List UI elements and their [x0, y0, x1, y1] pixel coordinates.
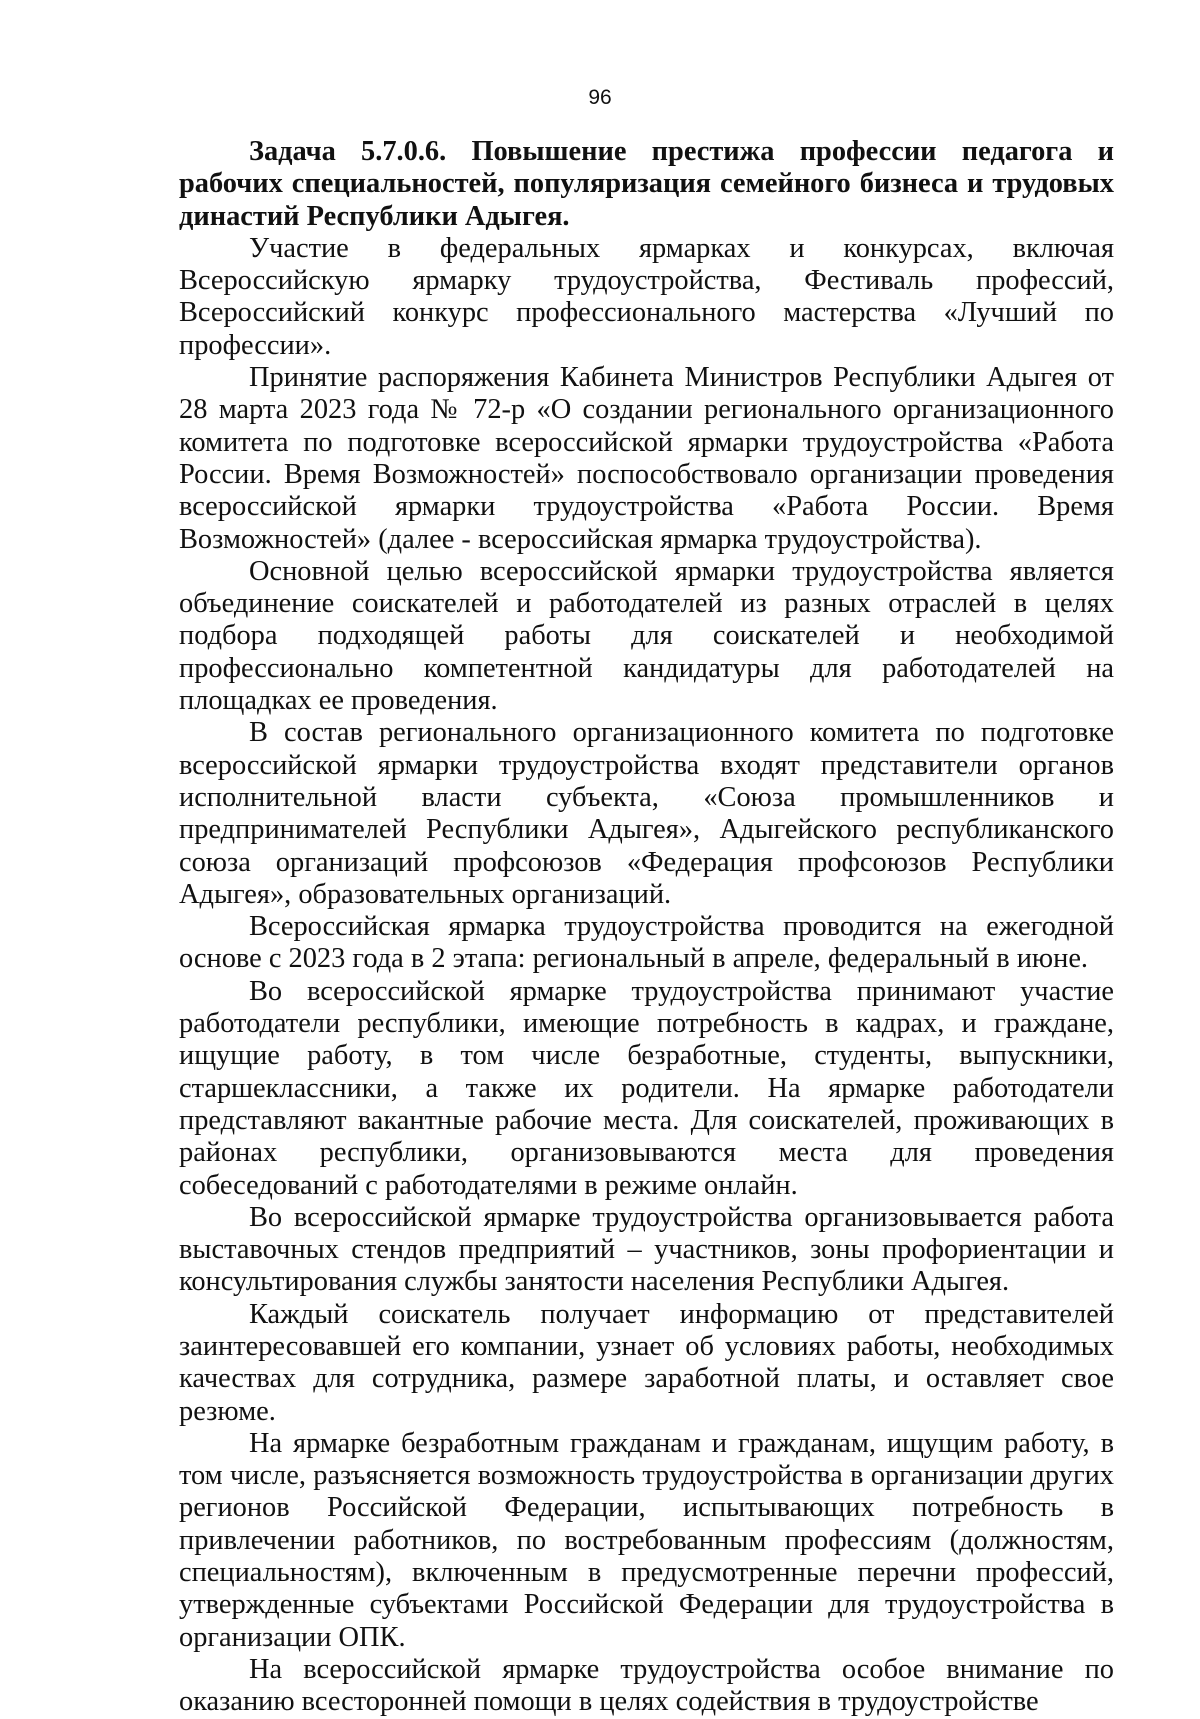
paragraph-participants: Во всероссийской ярмарке трудоустройства принимают участие работодатели республики, имеющие потребность в кадрах, и граждане, ищущие работу, в том числе безработные, студенты, выпускники, старшеклассники, а также их родители. На ярмарке работодатели представляют вакантные рабочие места. Для соискателей, проживающих в районах республики, организовываются места для проведения собеседований с работодателями в режиме онлайн. — [179, 975, 1114, 1201]
paragraph-other-regions: На ярмарке безработным гражданам и гражданам, ищущим работу, в том числе, разъясняется возможность трудоустройства в организации других регионов Российской Федерации, испытывающих потребность в привлечении работников, по востребованным профессиям (должностям, специальностям), включенным в предусмотренные перечни профессий, утвержденные субъектами Российской Федерации для трудоустройства в организации ОПК. — [179, 1427, 1114, 1653]
paragraph-special-attention: На всероссийской ярмарке трудоустройства особое внимание по оказанию всесторонней помощи в целях содействия в трудоустройстве — [179, 1653, 1114, 1718]
paragraph-committee-members: В состав регионального организационного комитета по подготовке всероссийской ярмарки трудоустройства входят представители органов исполнительной власти субъекта, «Союза промышленников и предпринимателей Республики Адыгея», Адыгейского республиканского союза организаций профсоюзов «Федерация профсоюзов Республики Адыгея», образовательных организаций. — [179, 717, 1114, 910]
paragraph-federal-fairs: Участие в федеральных ярмарках и конкурсах, включая Всероссийскую ярмарку трудоустройства, Фестиваль профессий, Всероссийский конкурс профессионального мастерства «Лучший по профессии». — [179, 232, 1114, 361]
paragraph-job-seeker-info: Каждый соискатель получает информацию от представителей заинтересовавшей его компании, узнает об условиях работы, необходимых качествах для сотрудника, размере заработной платы, и оставляет свое резюме. — [179, 1298, 1114, 1427]
paragraph-main-goal: Основной целью всероссийской ярмарки трудоустройства является объединение соискателей и работодателей из разных отраслей в целях подбора подходящей работы для соискателей и необходимой профессионально компетентной кандидатуры для работодателей на площадках ее проведения. — [179, 555, 1114, 717]
paragraph-annual-stages: Всероссийская ярмарка трудоустройства проводится на ежегодной основе с 2023 года в 2 этапа: региональный в апреле, федеральный в июне. — [179, 911, 1114, 975]
document-body — [179, 136, 1114, 1719]
task-heading: Задача 5.7.0.6. Повышение престижа профессии педагога и рабочих специальностей, популяризация семейного бизнеса и трудовых династий Республики Адыгея. — [179, 136, 1114, 232]
page-number: 96 — [588, 86, 612, 109]
paragraph-exhibition-stands: Во всероссийской ярмарке трудоустройства организовывается работа выставочных стендов предприятий – участников, зоны профориентации и консультирования службы занятости населения Республики Адыгея. — [179, 1201, 1114, 1298]
paragraph-cabinet-order: Принятие распоряжения Кабинета Министров Республики Адыгея от 28 марта 2023 года № 72-р «О создании регионального организационного комитета по подготовке всероссийской ярмарки трудоустройства «Работа России. Время Возможностей» поспособствовало организации проведения всероссийской ярмарки трудоустройства «Работа России. Время Возможностей» (далее - всероссийская ярмарка трудоустройства). — [179, 362, 1114, 555]
